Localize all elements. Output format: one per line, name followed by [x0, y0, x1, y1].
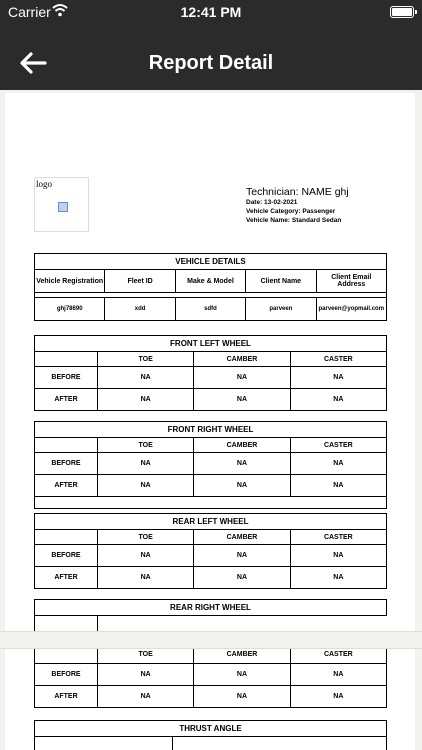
column-header: CASTER — [290, 530, 386, 545]
page-break — [0, 631, 422, 649]
table-cell: sdfd — [175, 298, 245, 321]
column-header: CAMBER — [194, 438, 290, 453]
technician-info — [246, 186, 349, 225]
column-header: Make & Model — [175, 270, 245, 293]
logo-alt-text: logo — [36, 179, 53, 189]
broken-image-icon — [58, 202, 68, 212]
column-header: CAMBER — [194, 530, 290, 545]
row-label: AFTER — [35, 389, 98, 411]
table-cell: NA — [98, 686, 194, 708]
table-cell: NA — [290, 389, 386, 411]
column-header: TOE — [98, 438, 194, 453]
section-title: FRONT LEFT WHEEL — [35, 336, 387, 352]
vehicle-details-table — [34, 253, 387, 321]
row-label: BEFORE — [35, 664, 98, 686]
table-cell: NA — [290, 567, 386, 589]
empty-cell — [173, 737, 387, 750]
report-page-2 — [5, 649, 415, 750]
column-header: Client Name — [246, 270, 316, 293]
section-title: REAR RIGHT WHEEL — [35, 600, 387, 616]
column-header: CASTER — [290, 352, 386, 367]
table-cell: NA — [194, 664, 290, 686]
empty-cell — [35, 438, 98, 453]
column-header: TOE — [98, 530, 194, 545]
page-title: Report Detail — [148, 52, 274, 74]
row-label: AFTER — [35, 567, 98, 589]
row-label: BEFORE — [35, 453, 98, 475]
column-header: CASTER — [290, 438, 386, 453]
empty-cell — [194, 616, 290, 632]
row-label: AFTER — [35, 686, 98, 708]
table-cell: NA — [290, 453, 386, 475]
empty-cell — [35, 352, 98, 367]
vehicle-name: Vehicle Name: Standard Sedan — [246, 217, 342, 224]
table-cell: NA — [194, 686, 290, 708]
table-cell: NA — [98, 453, 194, 475]
front-right-wheel-table — [34, 421, 387, 509]
carrier-label: Carrier — [8, 4, 51, 20]
table-cell: NA — [98, 389, 194, 411]
table-cell: NA — [290, 664, 386, 686]
vehicle-details-title: VEHICLE DETAILS — [35, 254, 387, 270]
table-cell: NA — [194, 389, 290, 411]
rear-right-wheel-table-continued — [34, 649, 387, 708]
table-cell: NA — [290, 367, 386, 389]
column-header: CAMBER — [194, 649, 290, 664]
section-title: REAR LEFT WHEEL — [35, 514, 387, 530]
empty-cell — [35, 649, 98, 664]
technician-name: Technician: NAME ghj — [246, 186, 349, 198]
front-left-wheel-table — [34, 335, 387, 411]
battery-icon — [390, 6, 414, 18]
section-title: THRUST ANGLE — [35, 721, 387, 737]
empty-cell — [35, 616, 98, 632]
empty-cell — [98, 616, 194, 632]
column-header: CAMBER — [194, 352, 290, 367]
report-page-1 — [5, 93, 415, 631]
table-cell: NA — [194, 475, 290, 497]
table-cell: NA — [98, 475, 194, 497]
row-label: AFTER — [35, 475, 98, 497]
clock-time: 12:41 PM — [180, 4, 242, 20]
empty-cell — [290, 616, 386, 632]
rear-left-wheel-table — [34, 513, 387, 589]
company-logo — [34, 177, 89, 232]
table-cell: NA — [194, 367, 290, 389]
column-header: Client Email Address — [316, 270, 386, 293]
row-label: BEFORE — [35, 367, 98, 389]
table-cell: xdd — [105, 298, 175, 321]
spacer-row — [35, 497, 387, 509]
table-cell: NA — [98, 367, 194, 389]
table-cell: ghj78690 — [35, 298, 105, 321]
table-cell: NA — [98, 567, 194, 589]
thrust-angle-table — [34, 720, 387, 750]
vehicle-category: Vehicle Category: Passenger — [246, 208, 336, 215]
column-header: Fleet ID — [105, 270, 175, 293]
column-header: TOE — [98, 352, 194, 367]
table-cell: NA — [194, 545, 290, 567]
table-cell: NA — [98, 545, 194, 567]
table-cell: parveen@yopmail.com — [316, 298, 386, 321]
column-header: TOE — [98, 649, 194, 664]
table-cell: parveen — [246, 298, 316, 321]
table-cell: NA — [194, 453, 290, 475]
section-title: FRONT RIGHT WHEEL — [35, 422, 387, 438]
table-cell: NA — [290, 475, 386, 497]
empty-cell — [35, 737, 173, 750]
table-cell: NA — [194, 567, 290, 589]
status-bar — [0, 0, 422, 26]
empty-cell — [35, 530, 98, 545]
table-cell: NA — [98, 664, 194, 686]
navigation-bar — [0, 26, 422, 90]
column-header: Vehicle Registration — [35, 270, 105, 293]
table-cell: NA — [290, 686, 386, 708]
report-date: Date: 13-02-2021 — [246, 199, 298, 206]
rear-right-wheel-table — [34, 599, 387, 631]
row-label: BEFORE — [35, 545, 98, 567]
table-cell: NA — [290, 545, 386, 567]
column-header: CASTER — [290, 649, 386, 664]
